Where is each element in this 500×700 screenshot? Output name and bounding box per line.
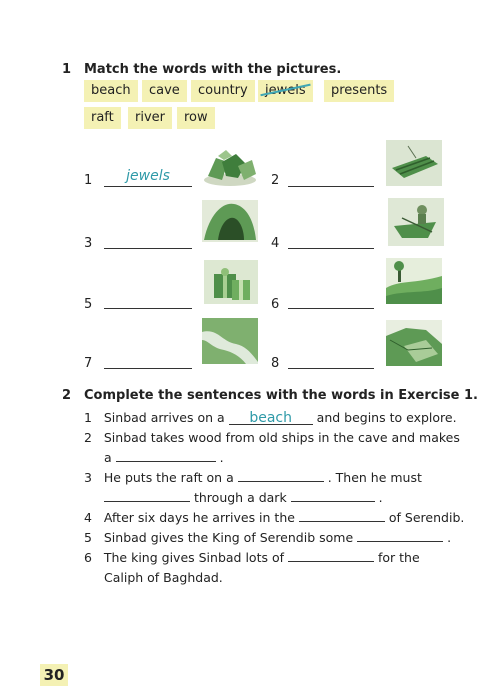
word-chip-jewels: jewels: [258, 80, 313, 102]
answer-line-1[interactable]: [104, 186, 192, 187]
item-number-7: 7: [84, 356, 93, 371]
sentence-2-part-a: Sinbad takes wood from old ships in the cave and makes: [103, 430, 460, 445]
sentence-2-part-c: .: [219, 450, 224, 465]
sentence-1-answer[interactable]: beach: [229, 412, 313, 425]
item-number-5: 5: [84, 297, 93, 312]
sentence-5-part-b: .: [447, 530, 452, 545]
jewels-picture: [202, 146, 258, 188]
answer-text-1: jewels: [126, 168, 170, 184]
sentence-number-2: 2: [84, 430, 92, 445]
answer-line-3[interactable]: [104, 248, 192, 249]
presents-picture: [204, 260, 258, 304]
sentence-5-part-a: Sinbad gives the King of Serendib some: [103, 530, 354, 545]
sentence-4-part-a: After six days he arrives in the: [103, 510, 295, 525]
sentence-5-blank[interactable]: [357, 530, 443, 542]
word-chip-river: river: [128, 107, 172, 129]
beach-picture: [386, 320, 442, 366]
sentence-3-part-b: . Then he must: [327, 470, 422, 485]
word-chip-presents: presents: [324, 80, 394, 102]
sentence-3: [84, 470, 422, 485]
row-boat-picture: [388, 198, 444, 246]
answer-line-2[interactable]: [288, 186, 374, 187]
exercise-1-title: Match the words with the pictures.: [84, 62, 342, 77]
sentence-6-line-2: [104, 570, 223, 585]
item-number-3: 3: [84, 236, 93, 251]
sentence-1-part-a: Sinbad arrives on a: [103, 410, 225, 425]
sentence-3-blank-2[interactable]: [104, 490, 190, 502]
sentence-6-blank[interactable]: [288, 550, 374, 562]
sentence-4: [84, 510, 464, 525]
sentence-3-line-2: [104, 490, 383, 505]
word-chip-cave: cave: [142, 80, 187, 102]
sentence-3-part-c: through a dark: [193, 490, 287, 505]
item-number-4: 4: [271, 236, 280, 251]
item-number-6: 6: [271, 297, 280, 312]
item-number-1: 1: [84, 173, 93, 188]
sentence-3-blank-1[interactable]: [238, 470, 324, 482]
sentence-1-part-b: and begins to explore.: [316, 410, 457, 425]
answer-line-4[interactable]: [288, 248, 374, 249]
sentence-2-part-b: a: [104, 450, 112, 465]
answer-line-7[interactable]: [104, 368, 192, 369]
exercise-1-number: 1: [62, 62, 72, 77]
word-chip-beach: beach: [84, 80, 138, 102]
sentence-number-3: 3: [84, 470, 92, 485]
sentence-2: [84, 430, 460, 445]
answer-line-8[interactable]: [288, 368, 374, 369]
sentence-number-4: 4: [84, 510, 92, 525]
cave-picture: [202, 200, 258, 242]
country-picture: [386, 258, 442, 304]
item-number-8: 8: [271, 356, 280, 371]
sentence-number-6: 6: [84, 550, 92, 565]
sentence-6-part-c: Caliph of Baghdad.: [104, 570, 223, 585]
sentence-3-part-d: .: [378, 490, 383, 505]
sentence-3-part-a: He puts the raft on a: [103, 470, 234, 485]
sentence-number-5: 5: [84, 530, 92, 545]
exercise-2-title: Complete the sentences with the words in Exercise 1.: [84, 388, 478, 403]
sentence-6-part-a: The king gives Sinbad lots of: [103, 550, 285, 565]
item-number-2: 2: [271, 173, 280, 188]
answer-line-5[interactable]: [104, 308, 192, 309]
word-chip-country: country: [191, 80, 255, 102]
sentence-3-blank-3[interactable]: [291, 490, 375, 502]
word-chip-row: row: [177, 107, 215, 129]
sentence-6: [84, 550, 420, 565]
sentence-2-line-2: [104, 450, 224, 465]
raft-picture: [386, 140, 442, 186]
answer-line-6[interactable]: [288, 308, 374, 309]
word-chip-raft: raft: [84, 107, 121, 129]
sentence-4-part-b: of Serendib.: [388, 510, 465, 525]
sentence-number-1: 1: [84, 410, 92, 425]
sentence-6-part-b: for the: [377, 550, 420, 565]
page-number: 30: [40, 664, 68, 686]
sentence-5: [84, 530, 451, 545]
exercise-2-number: 2: [62, 388, 72, 403]
sentence-4-blank[interactable]: [299, 510, 385, 522]
sentence-2-blank[interactable]: [116, 450, 216, 462]
sentence-1: [84, 410, 457, 425]
river-picture: [202, 318, 258, 364]
